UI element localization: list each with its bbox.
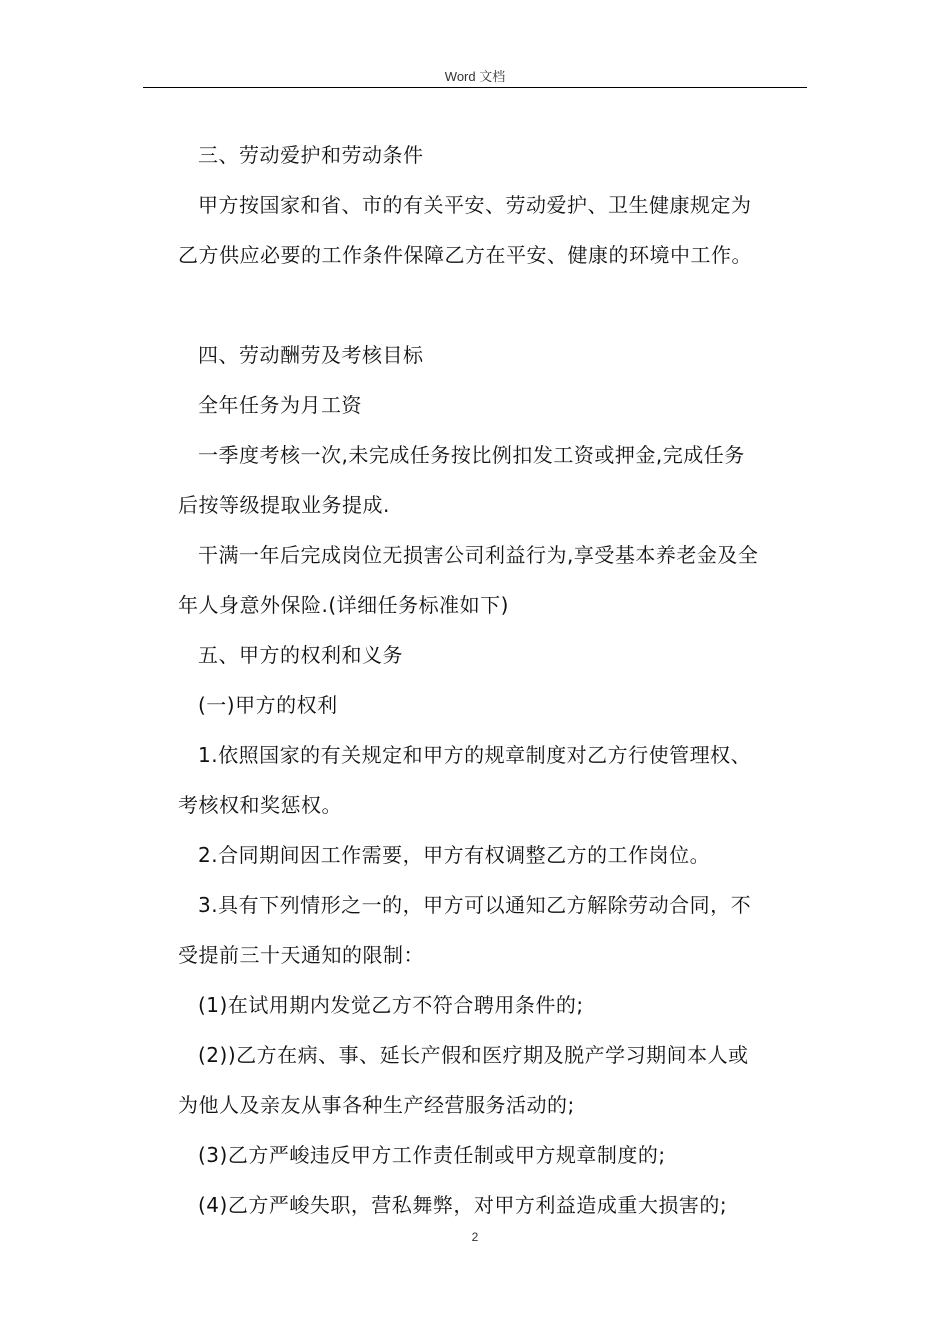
section-4-paragraph-3-line-1: 干满一年后完成岗位无损害公司利益行为,享受基本养老金及全 <box>198 543 759 567</box>
section-4-paragraph-2-line-2: 后按等级提取业务提成. <box>178 493 390 517</box>
header-divider <box>143 87 807 88</box>
sub-item-3: (3)乙方严峻违反甲方工作责任制或甲方规章制度的; <box>198 1143 666 1167</box>
section-4-paragraph-2-line-1: 一季度考核一次,未完成任务按比例扣发工资或押金,完成任务 <box>198 443 745 467</box>
sub-item-2-line-2: 为他人及亲友从事各种生产经营服务活动的; <box>178 1093 575 1117</box>
item-1-line-1: 1.依照国家的有关规定和甲方的规章制度对乙方行使管理权、 <box>198 743 752 767</box>
sub-item-4: (4)乙方严峻失职，营私舞弊，对甲方利益造成重大损害的; <box>198 1193 728 1217</box>
section-4-paragraph-1: 全年任务为月工资 <box>198 393 362 417</box>
item-3-line-2: 受提前三十天通知的限制： <box>178 943 424 967</box>
section-4-heading: 四、劳动酬劳及考核目标 <box>198 343 424 367</box>
page-header: Word 文档 <box>444 69 506 84</box>
sub-item-1: (1)在试用期内发觉乙方不符合聘用条件的; <box>198 993 584 1017</box>
section-4-paragraph-3-line-2: 年人身意外保险.(详细任务标准如下) <box>178 593 509 617</box>
section-3-heading: 三、劳动爱护和劳动条件 <box>198 143 424 167</box>
document-body <box>178 130 808 1230</box>
page-number: 2 <box>471 1230 479 1244</box>
section-3-paragraph-line-1: 甲方按国家和省、市的有关平安、劳动爱护、卫生健康规定为 <box>198 193 752 217</box>
sub-item-2-line-1: (2))乙方在病、事、延长产假和医疗期及脱产学习期间本人或 <box>198 1043 749 1067</box>
item-2: 2.合同期间因工作需要，甲方有权调整乙方的工作岗位。 <box>198 843 711 867</box>
section-5-subheading: (一)甲方的权利 <box>198 693 338 717</box>
item-1-line-2: 考核权和奖惩权。 <box>178 793 342 817</box>
section-5-heading: 五、甲方的权利和义务 <box>198 643 403 667</box>
item-3-line-1: 3.具有下列情形之一的，甲方可以通知乙方解除劳动合同，不 <box>198 893 752 917</box>
section-3-paragraph-line-2: 乙方供应必要的工作条件保障乙方在平安、健康的环境中工作。 <box>178 243 752 267</box>
paragraph-spacer <box>178 280 808 330</box>
